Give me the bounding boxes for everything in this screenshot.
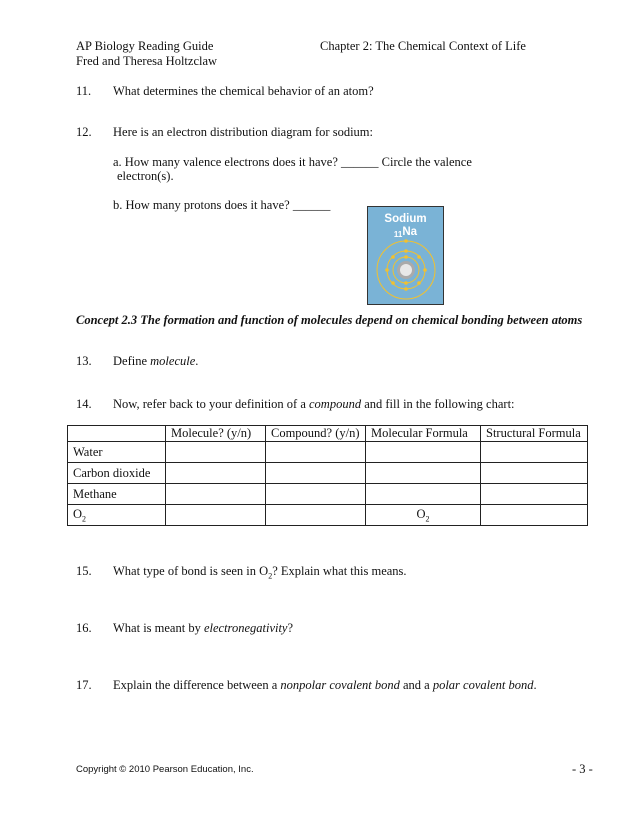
diagram-element-name: Sodium — [384, 213, 427, 225]
atom-shells-icon — [368, 207, 443, 304]
answer-cell[interactable] — [166, 463, 266, 484]
concept-heading: Concept 2.3 The formation and function of molecules depend on chemical bonding between atoms — [76, 313, 583, 327]
table-row — [68, 505, 588, 526]
page-number: - 3 - — [572, 762, 593, 776]
header-authors: Fred and Theresa Holtzclaw — [76, 54, 218, 68]
chart-header-compound: Compound? (y/n) — [266, 426, 366, 442]
chart-header-row — [68, 426, 588, 442]
answer-cell[interactable] — [366, 463, 481, 484]
answer-cell[interactable] — [266, 463, 366, 484]
question-number-15: 15. — [76, 564, 92, 578]
chart-header-molecule: Molecule? (y/n) — [166, 426, 266, 442]
answer-cell[interactable] — [481, 505, 588, 526]
header-chapter: Chapter 2: The Chemical Context of Life — [320, 39, 526, 53]
molecular-formula-cell[interactable]: $O_2$ — [366, 505, 481, 526]
answer-cell[interactable] — [481, 484, 588, 505]
table-row — [68, 463, 588, 484]
answer-cell[interactable] — [481, 442, 588, 463]
question-12a-line2: electron(s). — [117, 169, 174, 183]
answer-cell[interactable] — [166, 484, 266, 505]
answer-cell[interactable] — [266, 505, 366, 526]
compound-chart — [67, 425, 588, 526]
question-12a-line1: a. How many valence electrons does it have? ______ Circle the valence — [113, 155, 472, 169]
question-number-16: 16. — [76, 621, 92, 635]
question-text-11: What determines the chemical behavior of an atom? — [113, 84, 374, 98]
table-row — [68, 484, 588, 505]
question-text-15: What type of bond is seen in $O_2$? Explain what this means. — [113, 564, 407, 581]
chart-header-structural-formula: Structural Formula — [481, 426, 588, 442]
sodium-electron-diagram — [367, 206, 444, 305]
answer-cell[interactable] — [266, 442, 366, 463]
question-number-11: 11. — [76, 84, 92, 98]
question-number-12: 12. — [76, 125, 92, 139]
question-text-13: Define molecule. — [113, 354, 199, 368]
question-12b: b. How many protons does it have? ______ — [113, 198, 331, 212]
answer-cell[interactable] — [166, 442, 266, 463]
chart-header-molecular-formula: Molecular Formula — [366, 426, 481, 442]
footer-copyright: Copyright © 2010 Pearson Education, Inc. — [76, 764, 254, 775]
row-label: Water — [68, 442, 166, 463]
answer-cell[interactable] — [366, 484, 481, 505]
question-text-17: Explain the difference between a nonpolar covalent bond and a polar covalent bond. — [113, 678, 537, 692]
row-label: Methane — [68, 484, 166, 505]
question-number-14: 14. — [76, 397, 92, 411]
table-row — [68, 442, 588, 463]
question-number-13: 13. — [76, 354, 92, 368]
answer-cell[interactable] — [166, 505, 266, 526]
question-text-14: Now, refer back to your definition of a compound and fill in the following chart: — [113, 397, 515, 411]
row-label: $O_2$ — [68, 505, 166, 526]
question-text-12: Here is an electron distribution diagram for sodium: — [113, 125, 374, 139]
answer-cell[interactable] — [266, 484, 366, 505]
question-text-16: What is meant by electronegativity? — [113, 621, 294, 635]
question-number-17: 17. — [76, 678, 92, 692]
chart-header-cell — [68, 426, 166, 442]
diagram-element-symbol: $_{11}$Na — [393, 226, 418, 239]
header-title: AP Biology Reading Guide — [76, 39, 214, 53]
answer-cell[interactable] — [481, 463, 588, 484]
answer-cell[interactable] — [366, 442, 481, 463]
row-label: Carbon dioxide — [68, 463, 166, 484]
